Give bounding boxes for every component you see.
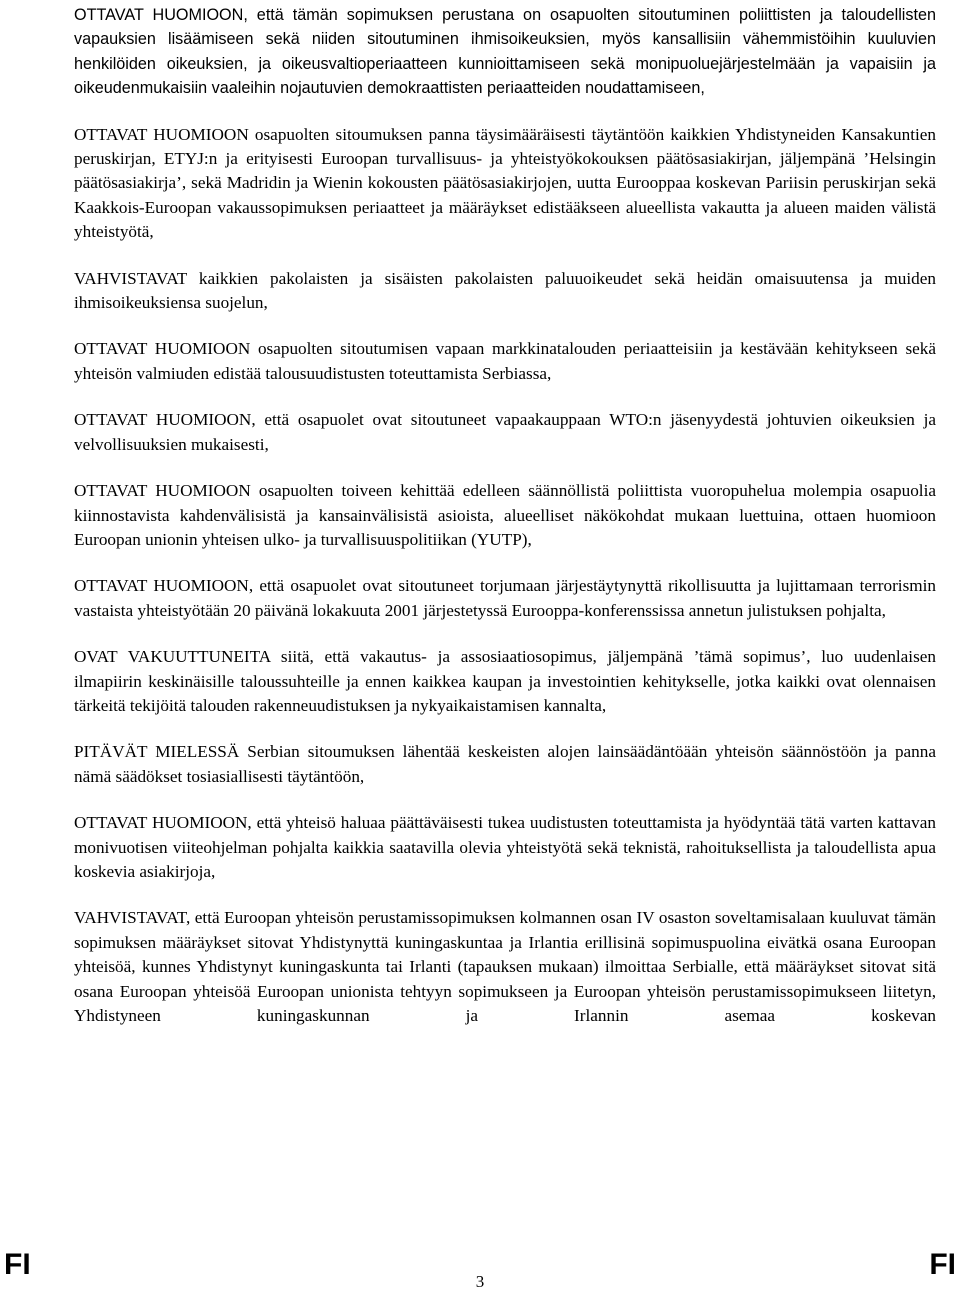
language-code-left: FI: [4, 1248, 31, 1281]
paragraph-8: OVAT VAKUUTTUNEITA siitä, että vakautus- ja assosiaatiosopimus, jäljempänä ’tämä sopimus’, luo uudenlaisen ilmapiirin keskinäisille taloussuhteille ja ennen kaikkea kaupan ja investointien kehitykselle, jotka kaikki ovat olennaisen tärkeitä tekijöitä talouden rakenneuudistuksen ja nykyaikaistamisen kannalta,: [74, 647, 936, 715]
paragraph-2: OTTAVAT HUOMIOON osapuolten sitoumuksen panna täysimääräisesti täytäntöön kaikkien Yhdistyneiden Kansakuntien peruskirjan, ETYJ:n ja erityisesti Euroopan turvallisuus- ja yhteistyökokouksen päätösasiakirjan, jäljempänä ’Helsingin päätösasiakirja’, sekä Madridin ja Wienin kokousten päätösasiakirjojen, uutta Eurooppaa koskevan Pariisin peruskirjan sekä Kaakkois-Euroopan vakaussopimuksen periaatteet ja määräykset edistääkseen alueellista vakautta ja alueen maiden välistä yhteistyötä,: [74, 124, 936, 242]
paragraph-3: VAHVISTAVAT kaikkien pakolaisten ja sisäisten pakolaisten paluuoikeudet sekä heidän omaisuutensa ja muiden ihmisoikeuksiensa suojelun,: [74, 268, 936, 313]
paragraph-5: OTTAVAT HUOMIOON, että osapuolet ovat sitoutuneet vapaakauppaan WTO:n jäsenyydestä johtuvien oikeuksien ja velvollisuuksien mukaisesti,: [74, 410, 936, 454]
language-code-right: FI: [929, 1248, 956, 1281]
paragraph-1: OTTAVAT HUOMIOON, että tämän sopimuksen perustana on osapuolten sitoutuminen poliittisten ja taloudellisten vapauksien lisäämiseen sekä niiden sitoutuminen ihmisoikeuksien, myös kansallisiin vähemmistöihin kuuluvien henkilöiden oikeuksien, ja oikeusvaltioperiaatteen kunnioittamiseen sekä monipuoluejärjestelmään ja vapaisiin ja oikeudenmukaisiin vaaleihin nojautuvien demokraattisten periaatteiden noudattamiseen,: [74, 6, 936, 98]
paragraph-6: OTTAVAT HUOMIOON osapuolten toiveen kehittää edelleen säännöllistä poliittista vuoropuhelua molempia osapuolia kiinnostavista kahdenvälisistä ja kansainvälisistä asioista, alueelliset näkökohdat mukaan luettuina, ottaen huomioon Euroopan unionin yhteisen ulko- ja turvallisuuspolitiikan (YUTP),: [74, 481, 936, 549]
paragraph-7: OTTAVAT HUOMIOON, että osapuolet ovat sitoutuneet torjumaan järjestäytynyttä rikollisuutta ja lujittamaan terrorismin vastaista yhteistyötään 20 päivänä lokakuuta 2001 järjestetyssä Eurooppa-konferenssissa annetun julistuksen pohjalta,: [74, 576, 936, 620]
document-body: [74, 3, 936, 1050]
paragraph-4: OTTAVAT HUOMIOON osapuolten sitoutumisen vapaan markkinatalouden periaatteisiin ja kestävään kehitykseen sekä yhteisön valmiuden edistää talousuudistusten toteuttamista Serbiassa,: [74, 339, 936, 383]
paragraph-9: PITÄVÄT MIELESSÄ Serbian sitoumuksen lähentää keskeisten alojen lainsäädäntöään yhteisön säännöstöön ja panna nämä säädökset tosiasiallisesti täytäntöön,: [74, 742, 936, 786]
page-footer: [0, 1248, 960, 1293]
paragraph-10: OTTAVAT HUOMIOON, että yhteisö haluaa päättäväisesti tukea uudistusten toteuttamista ja hyödyntää tätä varten kattavan monivuotisen viiteohjelman pohjalta kaikkia saatavilla olevia yhteistyötä sekä teknistä, rahoituksellista ja taloudellista apua koskevia asiakirjoja,: [74, 813, 936, 881]
page-number: 3: [475, 1272, 485, 1291]
paragraph-11: VAHVISTAVAT, että Euroopan yhteisön perustamissopimuksen kolmannen osan IV osaston soveltamisalaan kuuluvat tämän sopimuksen määräykset sitovat Yhdistynyttä kuningaskuntaa ja Irlantia erillisinä sopimuspuolina eivätkä osana Euroopan yhteisöä, kunnes Yhdistynyt kuningaskunta tai Irlanti (tapauksen mukaan) ilmoittaa Serbialle, että määräykset sitovat sitä osana Euroopan yhteisöä Euroopan unionista tehtyyn sopimukseen ja Euroopan yhteisön perustamissopimukseen liitetyn, Yhdistyneen kuningaskunnan ja Irlannin asemaa koskevan: [74, 908, 936, 1025]
